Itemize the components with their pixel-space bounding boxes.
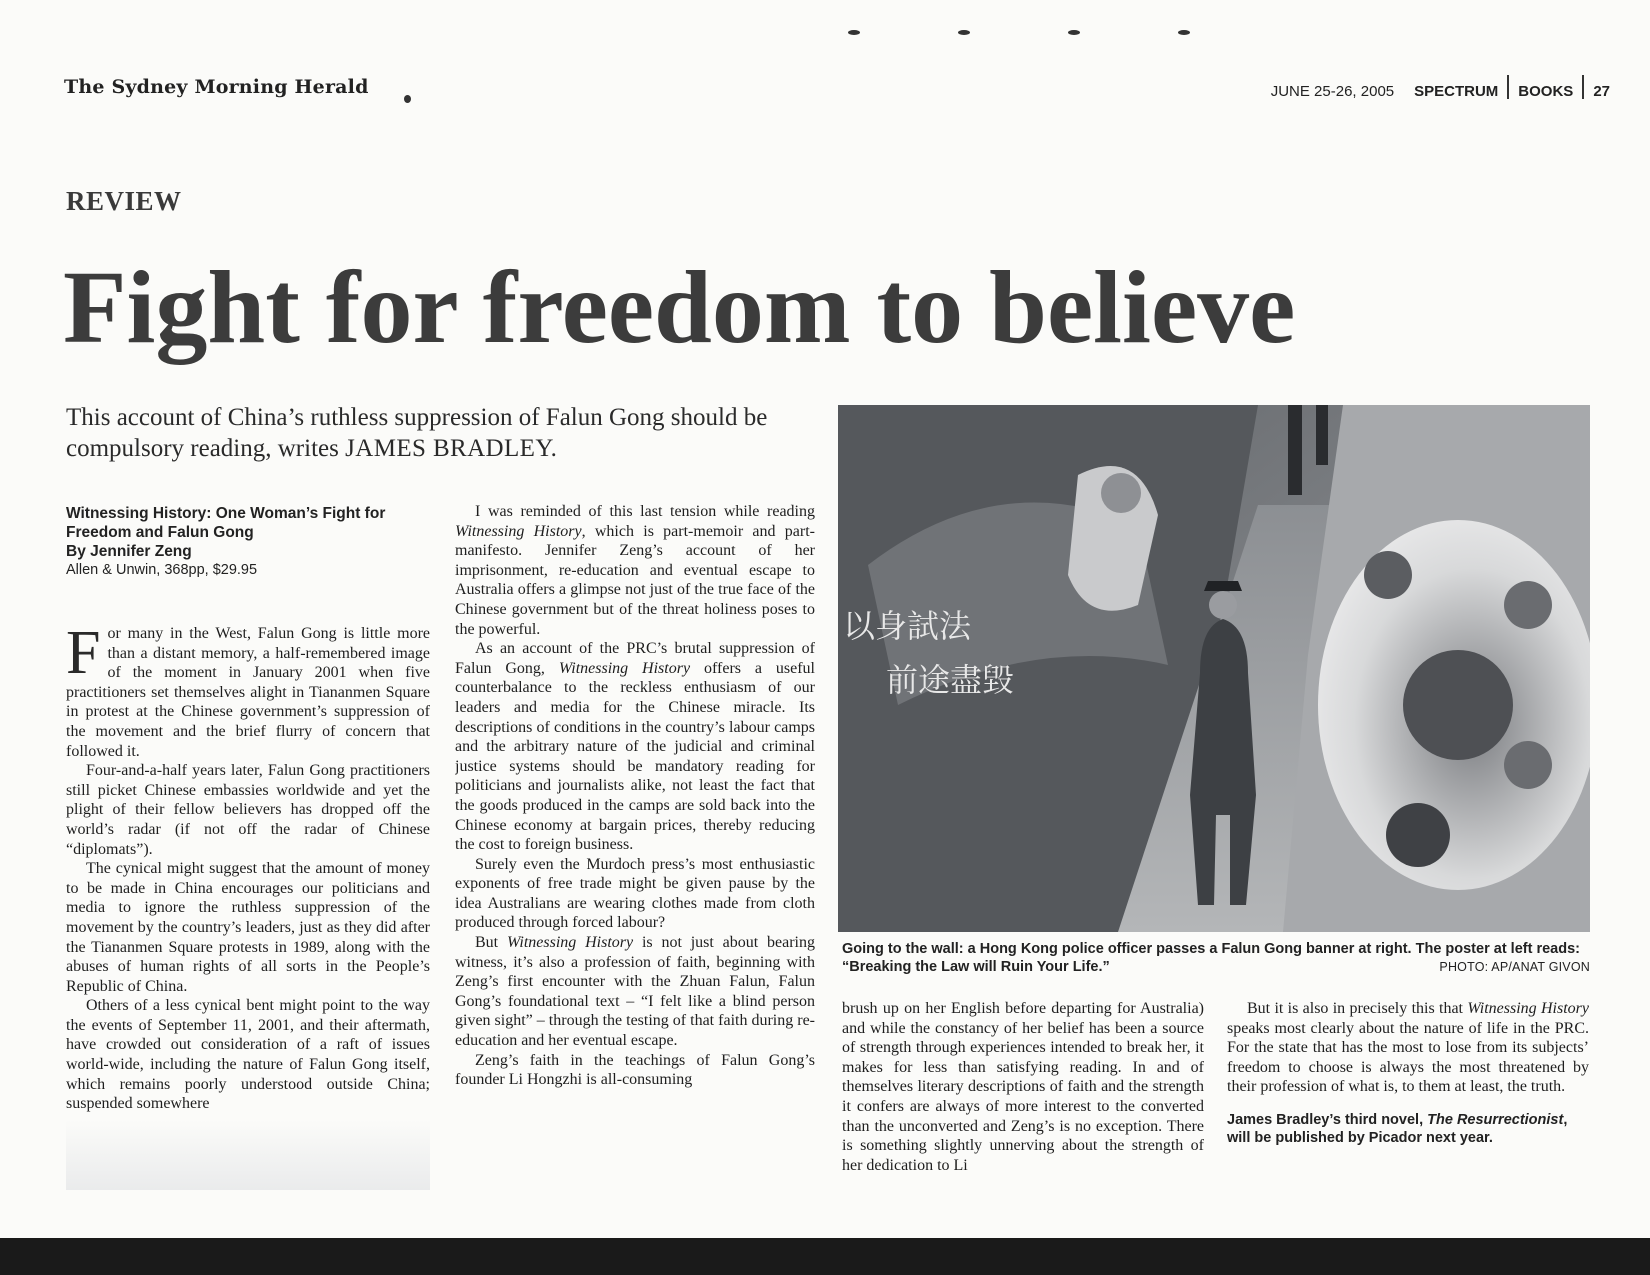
author-bio bbox=[1227, 1111, 1589, 1147]
paragraph: Surely even the Murdoch press’s most enthusiastic exponents of free trade might be given pause by the idea Australians are wearing clothes made from cloth produced through forced labour? bbox=[455, 855, 815, 932]
standfirst-text: This account of China’s ruthless suppression of Falun Gong should be compulsory reading, writes bbox=[66, 404, 768, 462]
article-column-2 bbox=[455, 502, 815, 1188]
paragraph bbox=[66, 624, 430, 761]
paragraph-text: As an account of the PRC’s brutal suppression of Falun Gong, bbox=[455, 640, 815, 677]
print-speck bbox=[958, 30, 970, 35]
standfirst-author: JAMES BRADLEY. bbox=[345, 435, 558, 462]
photo-caption bbox=[842, 940, 1590, 976]
paragraph-text: But it is also in precisely this that bbox=[1247, 1000, 1464, 1017]
pole bbox=[1316, 405, 1328, 465]
article-column-1 bbox=[66, 624, 430, 1188]
book-author: By Jennifer Zeng bbox=[66, 543, 192, 560]
paragraph: Zeng’s faith in the teachings of Falun Gong’s founder Li Hongzhi is all-consuming bbox=[455, 1051, 815, 1089]
subsection-name: BOOKS bbox=[1518, 82, 1574, 100]
paragraph-text: But bbox=[475, 934, 499, 952]
page-number: 27 bbox=[1593, 82, 1610, 100]
book-title-ref: Witnessing History bbox=[455, 522, 582, 540]
poster-text-line2: 前途盡毀 bbox=[886, 661, 1015, 699]
emblem-symbol bbox=[1504, 581, 1552, 629]
paragraph: brush up on her English before departing for Australia) and while the constancy of her belief has been a source of strength through experiences intended to break her, it makes for less than satisfying reading. In and of themselves literary descriptions of faith and the strength it confers are always of more interest to the converted than the unconverted and Zeng’s is no exception. There is something slightly unnerving about the strength of her dedication to Li bbox=[842, 1000, 1204, 1174]
paragraph: Four-and-a-half years later, Falun Gong practitioners still picket Chinese embassies worldwide and yet the plight of their fellow believers has dropped off the world’s radar (if not off the radar of Chinese “diplomats”). bbox=[66, 762, 430, 858]
novel-title: The Resurrectionist bbox=[1427, 1111, 1564, 1128]
paragraph bbox=[455, 639, 815, 855]
paragraph-text: or many in the West, Falun Gong is little more than a distant memory, a half-remembered image of the moment in January 2001 when five practitioners set themselves alight in Tiananmen Square in protest at the Chinese government’s suppression of the movement and the brief flurry of concern that followed it. bbox=[66, 625, 430, 760]
scan-fade bbox=[66, 1120, 430, 1190]
bio-text: James Bradley’s third novel, bbox=[1227, 1111, 1424, 1128]
header-divider bbox=[1507, 75, 1509, 99]
print-speck bbox=[1178, 30, 1190, 35]
paragraph: Others of a less cynical bent might point to the way the events of September 11, 2001, and their aftermath, have crowded out consideration of a raft of issues world-wide, including the nature of Falun Gong itself, which remains poorly understood outside China; suspended somewhere bbox=[66, 997, 430, 1113]
headline: Fight for freedom to believe bbox=[63, 250, 1296, 365]
paragraph: The cynical might suggest that the amount of money to be made in China encourages our politicians and media to ignore the ruthless suppression of the movement by the country’s leaders, just as they did after the Tiananmen Square protests in 1989, along with the abuses of human rights of all sorts in the People’s Republic of China. bbox=[66, 860, 430, 995]
book-title-ref: Witnessing History bbox=[1467, 1000, 1589, 1017]
officer-face bbox=[1209, 591, 1237, 619]
print-speck bbox=[848, 30, 860, 35]
scanner-edge bbox=[0, 1238, 1650, 1275]
book-title-ref: Witnessing History bbox=[506, 934, 634, 952]
paragraph-text: offers a useful counterbalance to the reckless enthusiasm of our leaders and media for the Chinese miracle. Its descriptions of conditions in the country’s labour camps and the arbitrary nature of the judicial and criminal justice systems should be mandatory reading for politicians and journalists alike, not least the fact that the goods produced in the camps are sold back into the Chinese economy at bargain prices, thereby reducing the cost to foreign business. bbox=[455, 659, 815, 854]
emblem-symbol bbox=[1386, 803, 1450, 867]
photo-illustration bbox=[838, 405, 1590, 932]
emblem-symbol bbox=[1364, 551, 1412, 599]
pole bbox=[1288, 405, 1302, 495]
header-divider bbox=[1582, 75, 1584, 99]
news-photo bbox=[838, 405, 1590, 932]
book-title-ref: Witnessing History bbox=[558, 659, 691, 677]
emblem-center bbox=[1403, 650, 1513, 760]
paragraph-text: speaks most clearly about the nature of life in the PRC. For the state that has the most to lose from its subjects’ freedom to choose is always the most threatened by their profession of what is, to them at least, the truth. bbox=[1227, 1019, 1589, 1096]
bio-text: , will be published by Picador next year. bbox=[1227, 1111, 1568, 1146]
book-publisher: Allen & Unwin, 368pp, $29.95 bbox=[66, 562, 258, 578]
print-speck bbox=[404, 95, 411, 103]
masthead: The Sydney Morning Herald bbox=[64, 76, 369, 98]
drop-cap: F bbox=[66, 624, 101, 687]
issue-date: JUNE 25-26, 2005 bbox=[1270, 82, 1395, 100]
section-name: SPECTRUM bbox=[1414, 82, 1499, 100]
paragraph bbox=[455, 502, 815, 639]
paragraph bbox=[1227, 999, 1589, 1097]
photo-credit: PHOTO: AP/ANAT GIVON bbox=[1439, 960, 1590, 974]
standfirst bbox=[66, 402, 786, 464]
book-title: Witnessing History: One Woman’s Fight for Freedom and Falun Gong bbox=[66, 505, 386, 541]
paragraph-text: I was reminded of this last tension while reading bbox=[475, 503, 815, 520]
poster-text-line1: 以身試法 bbox=[843, 607, 972, 645]
paragraph bbox=[455, 933, 815, 1051]
article-column-4 bbox=[1227, 999, 1589, 1207]
paragraph-text: , which is part-memoir and part-manifesto. Jennifer Zeng’s account of her imprisonment, re-education and eventual escape to Australia offers a glimpse not just of the true face of the Chinese government but of the threat holiness poses to the powerful. bbox=[455, 522, 815, 638]
poster-figure-head bbox=[1101, 473, 1141, 513]
officer-cap bbox=[1204, 581, 1242, 591]
book-details bbox=[66, 504, 426, 580]
print-speck bbox=[1068, 30, 1080, 35]
page-header-info bbox=[1271, 79, 1610, 103]
caption-text: Going to the wall: a Hong Kong police officer passes a Falun Gong banner at right. The poster at left reads: “Breaking the Law will Ruin Your Life.” bbox=[842, 941, 1580, 975]
article-column-3 bbox=[842, 999, 1204, 1207]
paragraph-text: is not just about bearing witness, it’s also a profession of faith, beginning with Zeng’s first encounter with the Zhuan Falun, Falun Gong’s foundational text – “I felt like a blind person given sight” – through the testing of that faith during re-education and her eventual escape. bbox=[455, 934, 815, 1050]
section-label: REVIEW bbox=[66, 186, 182, 216]
emblem-symbol bbox=[1504, 741, 1552, 789]
